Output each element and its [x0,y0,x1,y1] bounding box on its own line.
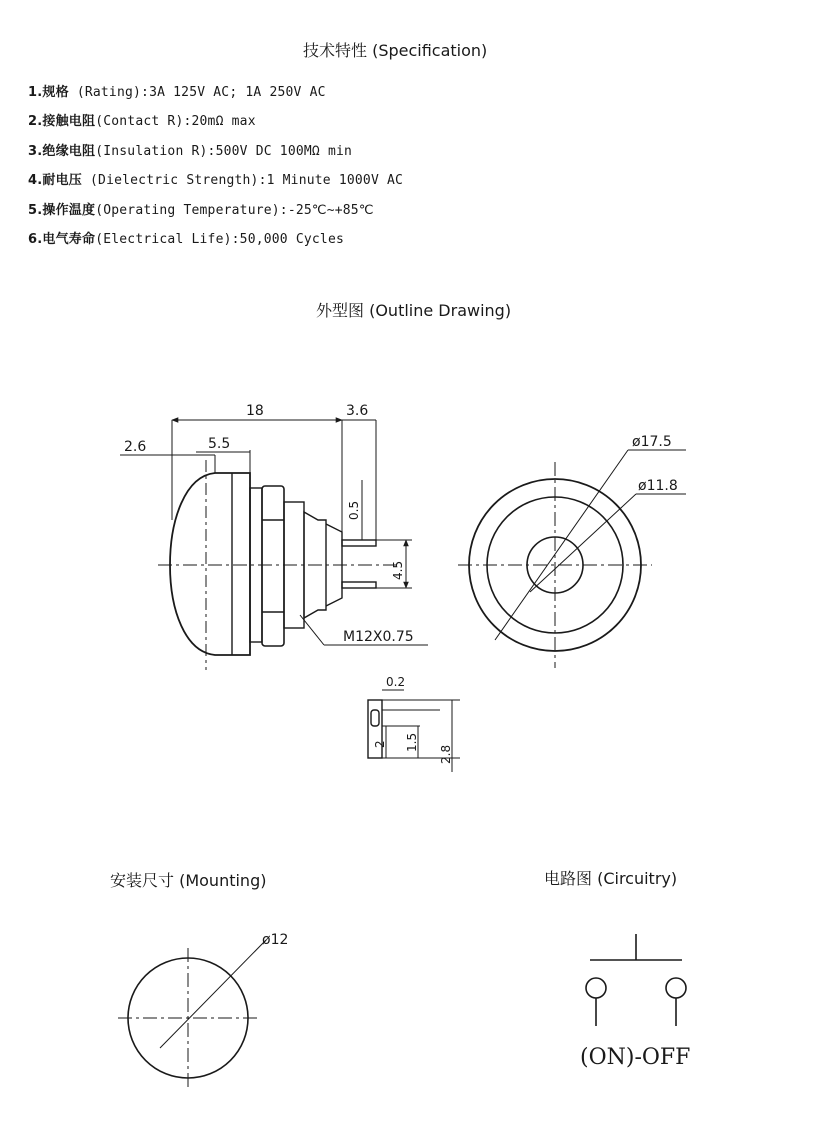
terminal-slot [371,710,379,726]
terminal-lower [342,582,376,588]
spec-item-en: (Contact R):20mΩ max [95,114,256,130]
spec-item-en: (Electrical Life):50,000 Cycles [95,231,345,247]
dim-0-5: 0.5 [347,500,361,520]
dim-1-5: 1.5 [405,732,419,752]
spec-title: 技术特性 (Specification) [303,41,488,60]
circuitry-title: 电路图 (Circuitry) [544,869,678,888]
spec-item-en: (Dielectric Strength):1 Minute 1000V AC [81,173,404,189]
dim-0-2: 0.2 [386,675,406,689]
spec-item-zh: 6.电气寿命 [28,231,96,247]
mounting-title: 安装尺寸 (Mounting) [110,871,267,890]
terminal-plate [368,700,382,758]
terminal-detail [368,675,460,772]
dim-4-5: 4.5 [391,560,405,580]
spec-item-en: (Operating Temperature):-25℃~+85℃ [95,202,374,218]
dim-2: 2 [373,740,387,748]
hex-nut [262,486,284,646]
mounting-view [118,932,288,1088]
spec-item-zh: 4.耐电压 [28,173,82,189]
switch-state: (ON)-OFF [580,1045,691,1070]
button-cap [170,473,250,655]
thread-callout: M12X0.75 [343,629,414,645]
dim-5-5: 5.5 [208,436,231,452]
thread-leader [300,615,324,645]
terminal-upper [342,540,376,546]
spec-item-zh: 3.绝缘电阻 [28,143,96,159]
dim-2-6: 2.6 [124,439,147,455]
dim-2-8: 2.8 [439,744,453,764]
front-view [458,434,686,668]
spec-item-zh: 1.规格 [28,85,69,100]
dim-18: 18 [246,403,264,419]
mounting-dia: ø12 [262,932,289,948]
terminal-right [666,978,686,998]
dim-dia-17-5: ø17.5 [632,434,672,450]
circuit-diagram [580,934,690,1070]
dim-3-6: 3.6 [346,403,369,419]
spec-item-zh: 2.接触电阻 [28,114,96,130]
mounting-leader [160,940,266,1048]
spec-item-en: (Rating):3A 125V AC; 1A 250V AC [68,85,326,100]
dim-dia-11-8: ø11.8 [638,478,678,494]
spec-item-en: (Insulation R):500V DC 100MΩ min [95,143,353,159]
side-view [120,403,428,670]
spec-item-zh: 5.操作温度 [28,202,96,218]
terminal-left [586,978,606,998]
outline-title: 外型图 (Outline Drawing) [316,301,512,320]
